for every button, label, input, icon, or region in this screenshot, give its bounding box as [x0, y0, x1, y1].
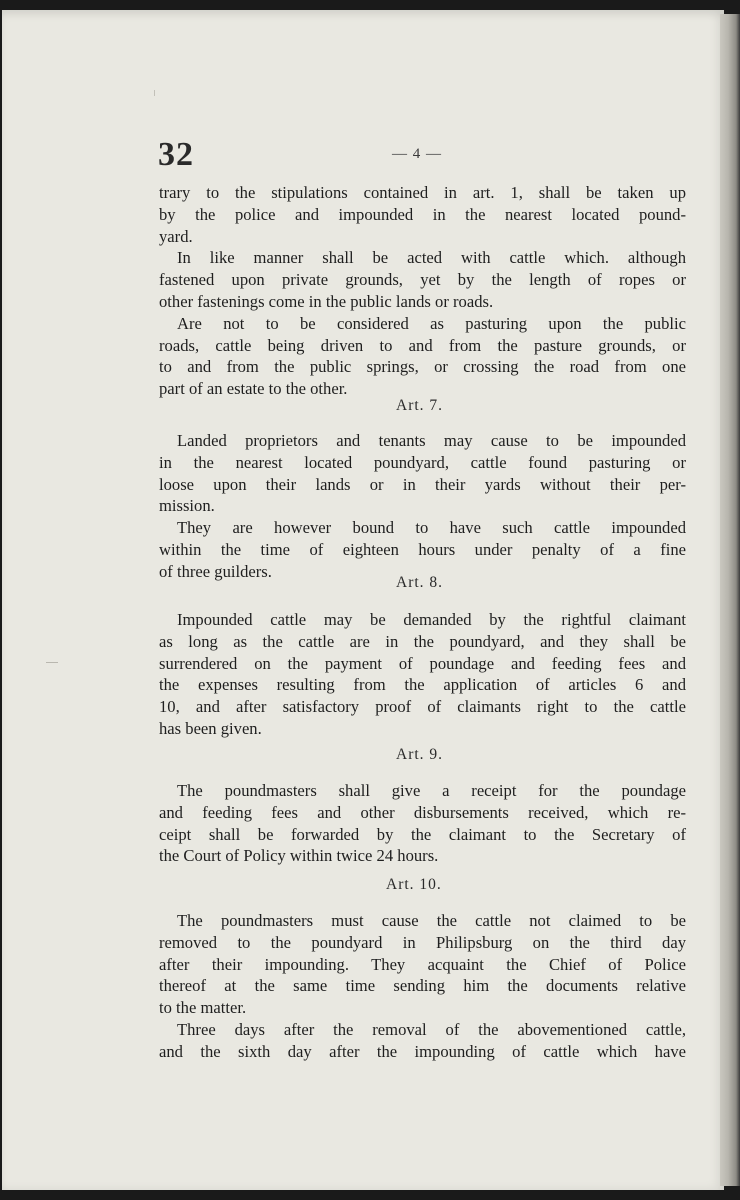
article-heading: Art. 9. — [396, 746, 444, 763]
article-8-body — [159, 609, 686, 740]
text-line: In like manner shall be acted with cattle which. although — [177, 248, 686, 268]
text-line: after their impounding. They acquaint the Chief of Police — [159, 954, 686, 974]
article-6-continuation — [159, 182, 686, 400]
page-number: 32 — [158, 136, 194, 173]
text-line: ceipt shall be forwarded by the claimant to the Secretary of — [159, 824, 686, 844]
text-line: in the nearest located poundyard, cattle found pasturing or — [159, 452, 686, 472]
folio-number: — 4 — — [392, 146, 442, 162]
margin-mark — [154, 90, 155, 96]
text-line: fastened upon private grounds, yet by the length of ropes or — [159, 270, 686, 290]
text-line: and the sixth day after the impounding of cattle which have — [159, 1041, 686, 1061]
text-line: by the police and impounded in the nearest located pound- — [159, 204, 686, 224]
text-line: within the time of eighteen hours under penalty of a fine — [159, 539, 686, 559]
text-line: The poundmasters must cause the cattle not claimed to be — [177, 911, 686, 930]
article-9-body — [159, 780, 686, 867]
text-line: Impounded cattle may be demanded by the rightful claimant — [177, 610, 686, 629]
text-line: as long as the cattle are in the poundyard, and they shall be — [159, 631, 686, 651]
text-line: to the matter. — [159, 998, 247, 1018]
text-line: Landed proprietors and tenants may cause to be impounded — [177, 431, 686, 450]
text-line: yard. — [159, 226, 193, 246]
article-heading: Art. 10. — [386, 876, 442, 893]
text-line: the expenses resulting from the application of articles 6 and — [159, 675, 686, 695]
text-line: roads, cattle being driven to and from the pasture grounds, or — [159, 335, 686, 355]
text-line: and feeding fees and other disbursements received, which re- — [159, 802, 686, 822]
article-heading: Art. 7. — [396, 397, 444, 414]
text-line: removed to the poundyard in Philipsburg on the third day — [159, 932, 686, 952]
text-line: surrendered on the payment of poundage and feeding fees and — [159, 653, 686, 673]
text-line: 10, and after satisfactory proof of claimants right to the cattle — [159, 697, 686, 717]
text-line: to and from the public springs, or crossing the road from one — [159, 357, 686, 377]
text-line: other fastenings come in the public lands or roads. — [159, 291, 494, 311]
text-line: the Court of Policy within twice 24 hours. — [159, 846, 439, 866]
text-line: loose upon their lands or in their yards without their per- — [159, 474, 686, 494]
text-line: Are not to be considered as pasturing upon the public — [177, 313, 686, 333]
text-line: trary to the stipulations contained in art. 1, shall be taken up — [159, 183, 686, 202]
text-line: The poundmasters shall give a receipt for the poundage — [177, 781, 686, 800]
text-line: thereof at the same time sending him the documents relative — [159, 976, 686, 996]
text-line: part of an estate to the other. — [159, 379, 348, 399]
page-edge-shadow — [720, 14, 740, 1186]
text-line: of three guilders. — [159, 561, 272, 581]
margin-mark — [46, 662, 58, 663]
text-line: mission. — [159, 496, 215, 516]
article-7-body — [159, 430, 686, 583]
text-line: has been given. — [159, 718, 262, 738]
article-heading: Art. 8. — [396, 574, 444, 591]
text-line: Three days after the removal of the abovementioned cattle, — [177, 1019, 686, 1039]
article-10-body — [159, 910, 686, 1063]
text-line: They are however bound to have such cattle impounded — [177, 518, 686, 538]
